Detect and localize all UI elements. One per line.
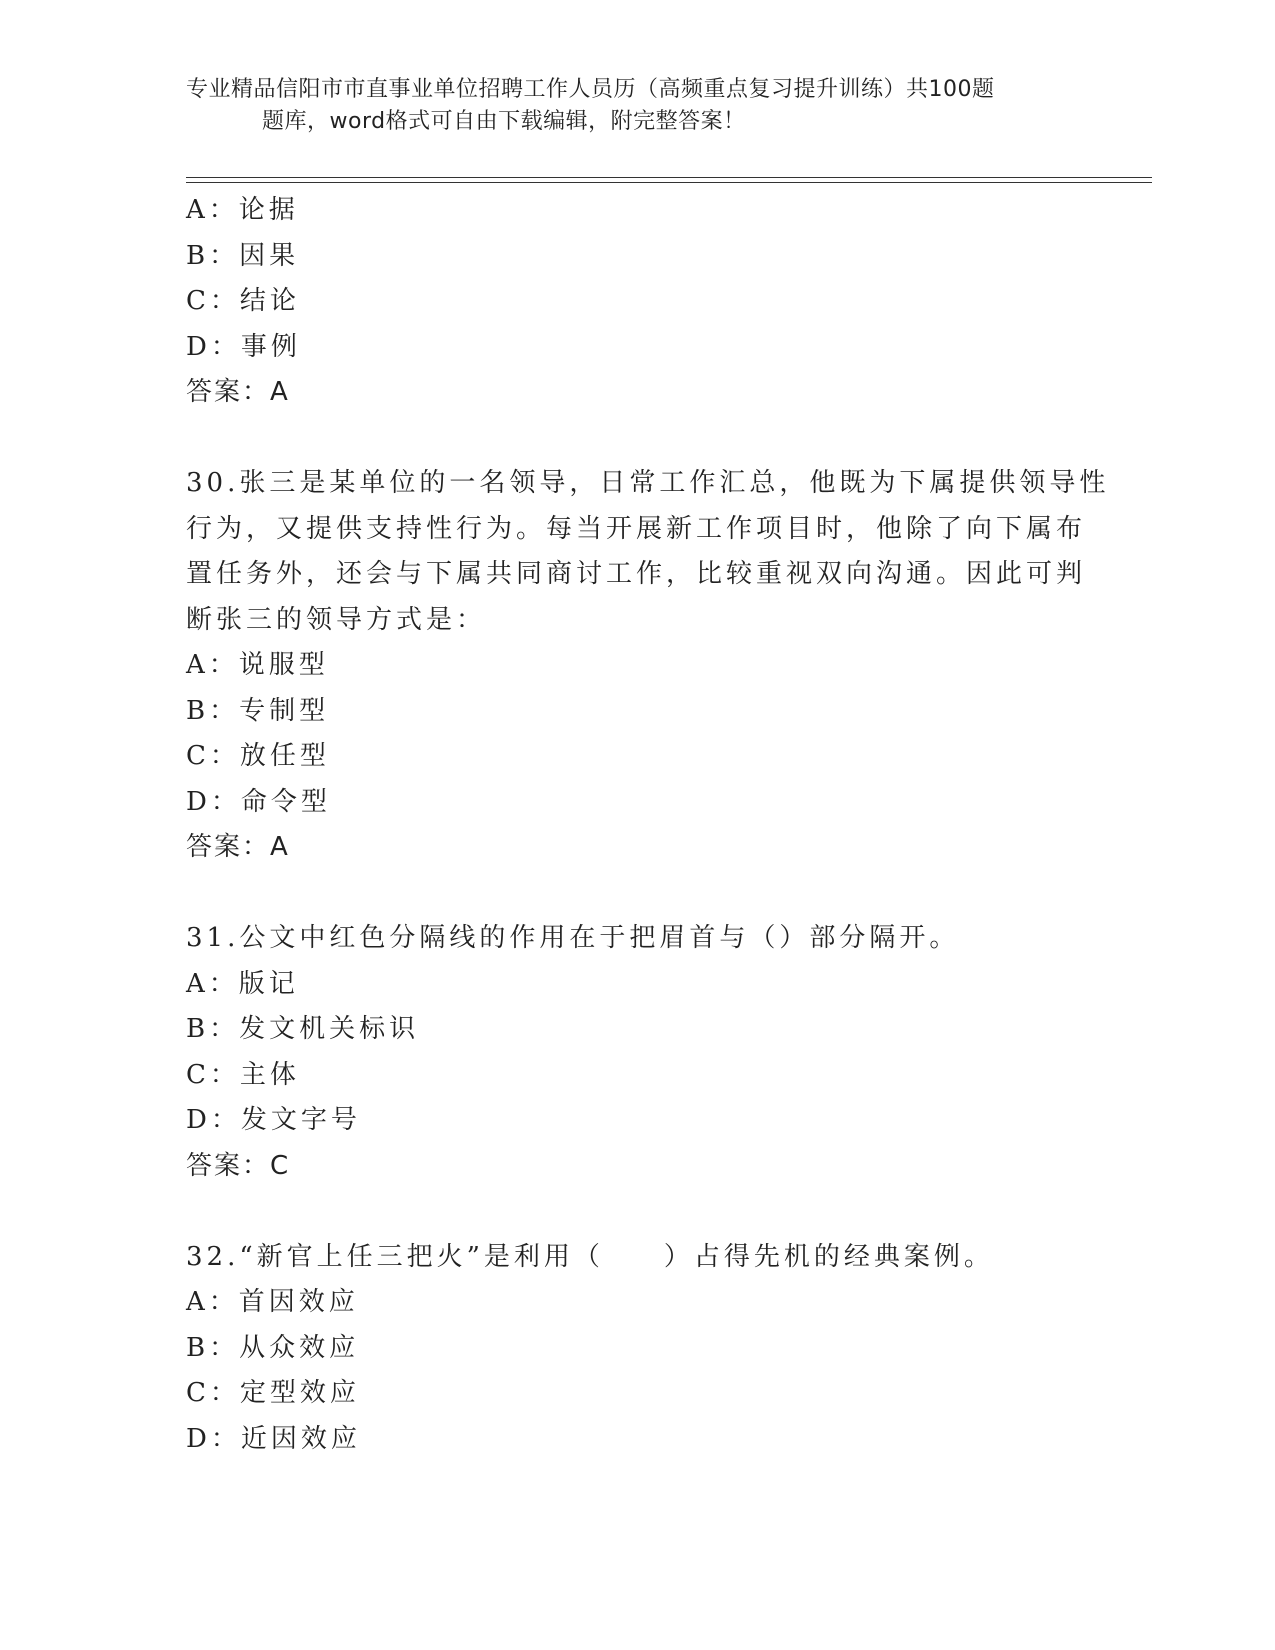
spacer	[186, 1189, 1086, 1235]
spacer	[186, 871, 1086, 917]
answer-line: 答案：C	[186, 1150, 291, 1181]
question-text-line: 31.公文中红色分隔线的作用在于把眉首与（）部分隔开。	[186, 923, 960, 953]
option-b: B：因果	[186, 240, 300, 271]
option-c: C：结论	[186, 286, 300, 316]
question-list	[186, 188, 1110, 1462]
option-d: D：事例	[186, 331, 301, 362]
option-a: A：首因效应	[186, 1287, 359, 1317]
option-c: C：定型效应	[186, 1378, 360, 1408]
header-line-1: 专业精品信阳市市直事业单位招聘工作人员历（高频重点复习提升训练）共100题	[186, 77, 995, 102]
option-b: B：专制型	[186, 695, 330, 726]
option-a: A：论据	[186, 195, 299, 225]
option-b: B：发文机关标识	[186, 1014, 420, 1044]
option-a: A：说服型	[186, 650, 329, 680]
option-d: D：命令型	[186, 786, 331, 817]
option-c: C：主体	[186, 1059, 300, 1090]
header-rule-bottom	[186, 182, 1152, 183]
header-rule-top	[186, 177, 1152, 178]
question-block	[186, 1235, 1086, 1463]
option-b: B：从众效应	[186, 1332, 360, 1363]
option-d: D：近因效应	[186, 1423, 361, 1454]
option-a: A：版记	[186, 968, 299, 999]
option-d: D：发文字号	[186, 1105, 361, 1135]
question-text-line: 置任务外，还会与下属共同商讨工作，比较重视双向沟通。因此可判	[186, 559, 1087, 589]
document-header	[186, 74, 1086, 138]
header-line-2: 题库，word格式可自由下载编辑，附完整答案！	[262, 109, 746, 134]
question-text-line: 断张三的领导方式是：	[186, 604, 487, 635]
question-text-line: 32.“新官上任三把火”是利用（ ）占得先机的经典案例。	[186, 1241, 994, 1272]
question-block	[186, 461, 1110, 871]
answer-line: 答案：A	[186, 377, 290, 407]
spacer	[186, 416, 1086, 462]
option-c: C：放任型	[186, 741, 330, 771]
question-block	[186, 188, 1086, 416]
question-text-line: 30.张三是某单位的一名领导，日常工作汇总，他既为下属提供领导性	[186, 468, 1110, 498]
question-block	[186, 916, 1086, 1189]
answer-line: 答案：A	[186, 832, 290, 862]
question-text-line: 行为，又提供支持性行为。每当开展新工作项目时，他除了向下属布	[186, 513, 1087, 544]
